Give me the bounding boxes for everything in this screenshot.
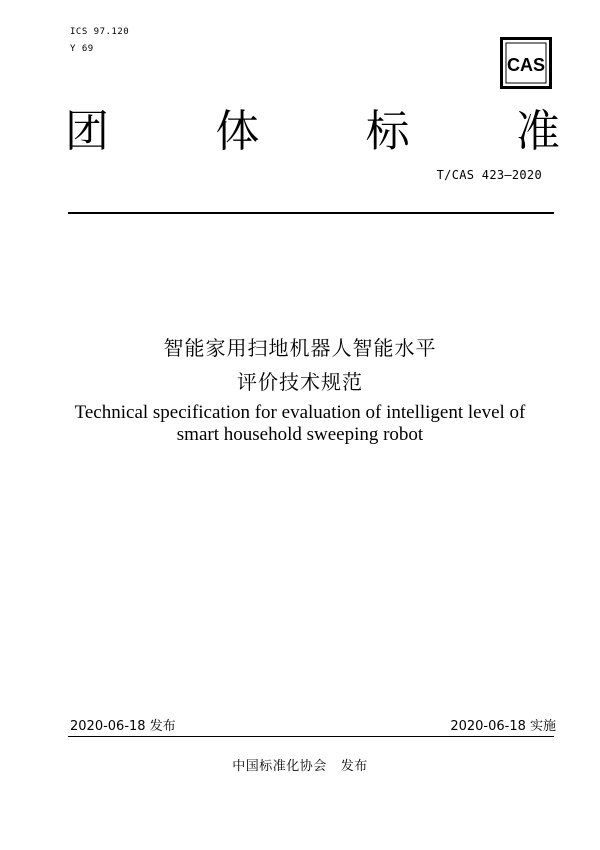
title-english-line-1: Technical specification for evaluation of intelligent level of bbox=[74, 402, 526, 423]
bottom-divider bbox=[68, 736, 554, 737]
logo-text: CAS bbox=[506, 55, 546, 75]
publisher: 中国标准化协会 发布 bbox=[232, 759, 368, 774]
standard-type-char: 体 bbox=[215, 106, 260, 157]
title-chinese-line-1: 智能家用扫地机器人智能水平 bbox=[163, 336, 437, 360]
cas-logo bbox=[500, 37, 552, 89]
top-divider bbox=[68, 212, 554, 214]
title-chinese-line-2: 评价技术规范 bbox=[237, 370, 363, 394]
title-english-line-2: smart household sweeping robot bbox=[176, 424, 424, 445]
standard-type-char: 团 bbox=[65, 106, 109, 157]
implementation-date: 2020-06-18 实施 bbox=[450, 719, 556, 734]
ics-code: ICS 97.120 bbox=[70, 27, 130, 37]
issue-date: 2020-06-18 发布 bbox=[70, 719, 176, 734]
standard-type-title bbox=[65, 104, 560, 160]
standard-number: T/CAS 423—2020 bbox=[436, 168, 542, 182]
standard-type-char: 准 bbox=[515, 106, 560, 157]
classification-code: Y 69 bbox=[70, 44, 94, 54]
standard-type-char: 标 bbox=[365, 106, 410, 157]
